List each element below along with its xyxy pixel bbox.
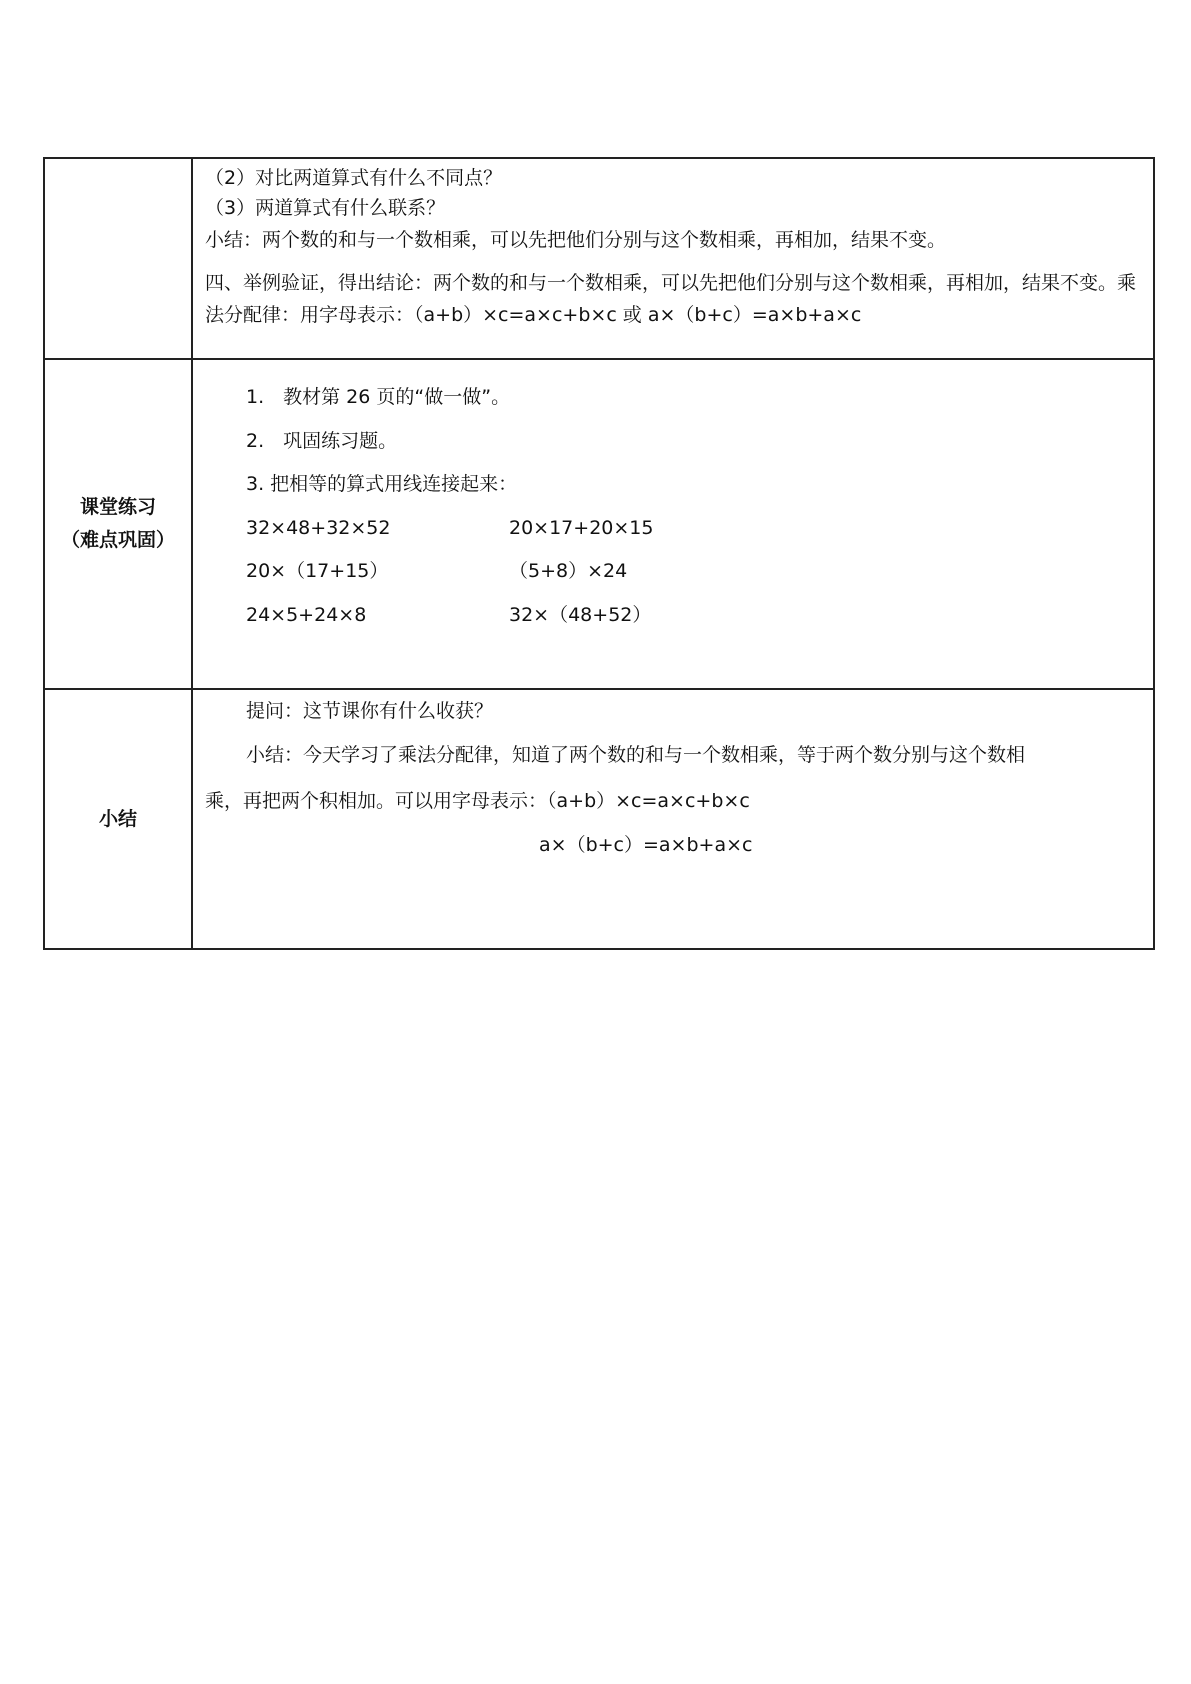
summary-formula: a×（b+c）=a×b+a×c [539,834,753,856]
label-summary: 小结 [98,807,137,830]
expression-right: 20×17+20×15 [509,516,654,539]
summary-line: 小结：两个数的和与一个数相乘，可以先把他们分别与这个数相乘，再相加，结果不变。 [205,229,947,251]
matching-expressions [205,513,1141,644]
question-2: （2）对比两道算式有什么不同点？ [205,167,503,189]
lesson-plan-table [43,157,1155,950]
expression-right: 32×（48+52） [509,603,652,626]
table-row [44,359,1154,689]
row-label-summary [44,689,192,949]
summary-line-2: 乘，再把两个积相加。可以用字母表示：（a+b）×c=a×c+b×c [205,790,750,812]
table-row [44,689,1154,949]
question-3: （3）两道算式有什么联系？ [205,197,446,219]
row-content [192,689,1154,949]
table-row [44,158,1154,359]
expression-left: 32×48+32×52 [246,516,391,539]
question-line: 提问：这节课你有什么收获？ [246,700,494,722]
expression-right: （5+8）×24 [509,560,628,582]
expression-left: 20×（17+15） [246,560,389,582]
row-label-empty [44,158,192,359]
label-practice: 课堂练习 [79,496,156,518]
label-difficulty: （难点巩固） [60,529,175,551]
expression-left: 24×5+24×8 [246,603,367,626]
practice-item: 3. 把相等的算式用线连接起来： [246,473,518,495]
row-label-practice [44,359,192,689]
row-content [192,158,1154,359]
practice-item: 2. 巩固练习题。 [246,429,398,452]
summary-line-1: 小结：今天学习了乘法分配律，知道了两个数的和与一个数相乘，等于两个数分别与这个数相 [246,744,1026,766]
row-content [192,359,1154,689]
practice-item: 1. 教材第 26 页的“做一做”。 [246,386,511,408]
conclusion-paragraph: 四、举例验证，得出结论：两个数的和与一个数相乘，可以先把他们分别与这个数相乘，再相加，结果不变。乘法分配律：用字母表示：（a+b）×c=a×c+b×c 或 a×（b+c）=a×b+a×c [205,272,1137,326]
